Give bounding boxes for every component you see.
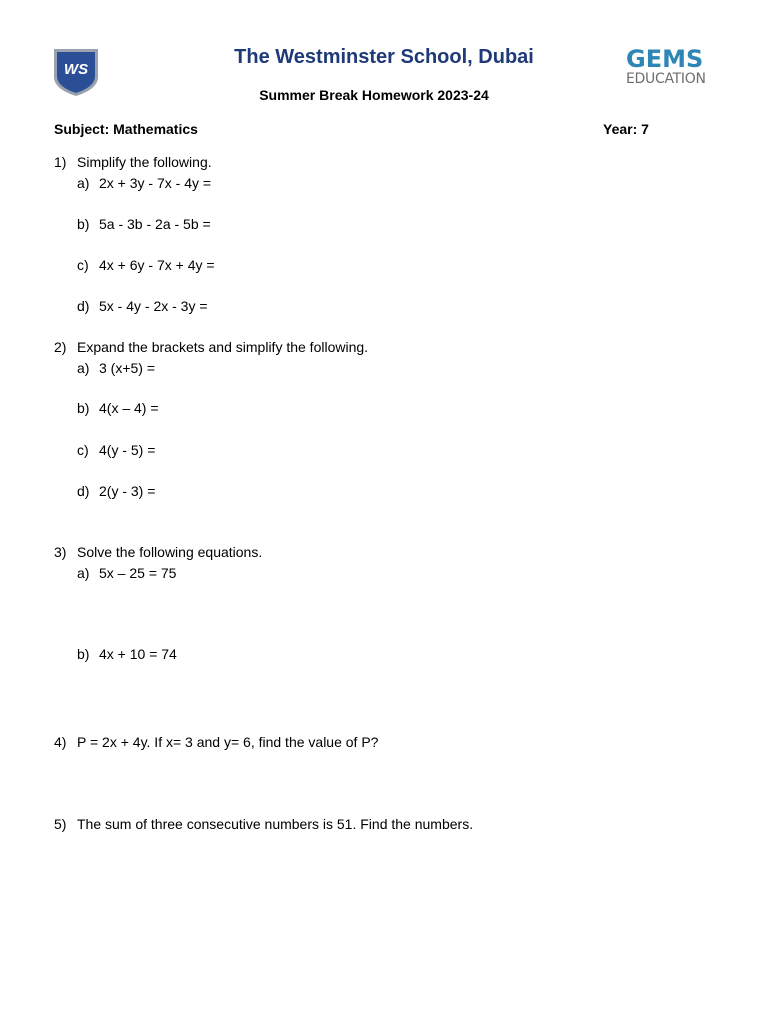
question-text: The sum of three consecutive numbers is 51. Find the numbers. <box>77 816 474 832</box>
school-title: The Westminster School, Dubai <box>234 46 534 68</box>
part-text: 4(x – 4) = <box>99 400 159 416</box>
question-3b <box>77 646 177 662</box>
question-4 <box>54 734 378 750</box>
part-letter: c) <box>77 442 89 458</box>
question-text: Simplify the following. <box>77 154 212 170</box>
part-text: 2(y - 3) = <box>99 483 156 499</box>
gems-logo-word: GEMS <box>626 45 704 73</box>
question-number: 4) <box>54 734 67 750</box>
question-number: 2) <box>54 339 67 355</box>
part-text: 5a - 3b - 2a - 5b = <box>99 216 211 232</box>
gems-logo-sub: EDUCATION <box>626 71 706 87</box>
part-letter: d) <box>77 298 90 314</box>
part-letter: b) <box>77 646 90 662</box>
part-letter: a) <box>77 565 90 581</box>
question-number: 1) <box>54 154 67 170</box>
question-1d <box>77 298 208 314</box>
question-3 <box>54 544 262 560</box>
question-2 <box>54 339 368 355</box>
part-letter: a) <box>77 175 90 191</box>
part-text: 4(y - 5) = <box>99 442 156 458</box>
question-1b <box>77 216 211 232</box>
question-2c <box>77 442 155 458</box>
part-letter: b) <box>77 400 90 416</box>
question-number: 3) <box>54 544 67 560</box>
question-2b <box>77 400 159 416</box>
question-2a <box>77 360 155 376</box>
ws-logo-text: WS <box>63 61 89 78</box>
question-3a <box>77 565 176 581</box>
part-letter: c) <box>77 257 89 273</box>
part-text: 4x + 6y - 7x + 4y = <box>99 257 215 273</box>
question-number: 5) <box>54 816 67 832</box>
part-letter: a) <box>77 360 90 376</box>
homework-subtitle: Summer Break Homework 2023-24 <box>259 87 489 103</box>
part-text: 5x - 4y - 2x - 3y = <box>99 298 208 314</box>
subject-label: Subject: Mathematics <box>54 121 198 137</box>
question-1 <box>54 154 212 170</box>
year-label: Year: 7 <box>603 121 649 137</box>
part-text: 2x + 3y - 7x - 4y = <box>99 175 212 191</box>
question-text: Expand the brackets and simplify the following. <box>77 339 369 355</box>
part-text: 5x – 25 = 75 <box>99 565 177 581</box>
part-letter: d) <box>77 483 90 499</box>
part-letter: b) <box>77 216 90 232</box>
question-2d <box>77 483 155 499</box>
question-1a <box>77 175 211 191</box>
question-5 <box>54 816 473 832</box>
question-text: Solve the following equations. <box>77 544 263 560</box>
part-text: 3 (x+5) = <box>99 360 156 376</box>
part-text: 4x + 10 = 74 <box>99 646 177 662</box>
question-text: P = 2x + 4y. If x= 3 and y= 6, find the value of P? <box>77 734 379 750</box>
question-1c <box>77 257 215 273</box>
